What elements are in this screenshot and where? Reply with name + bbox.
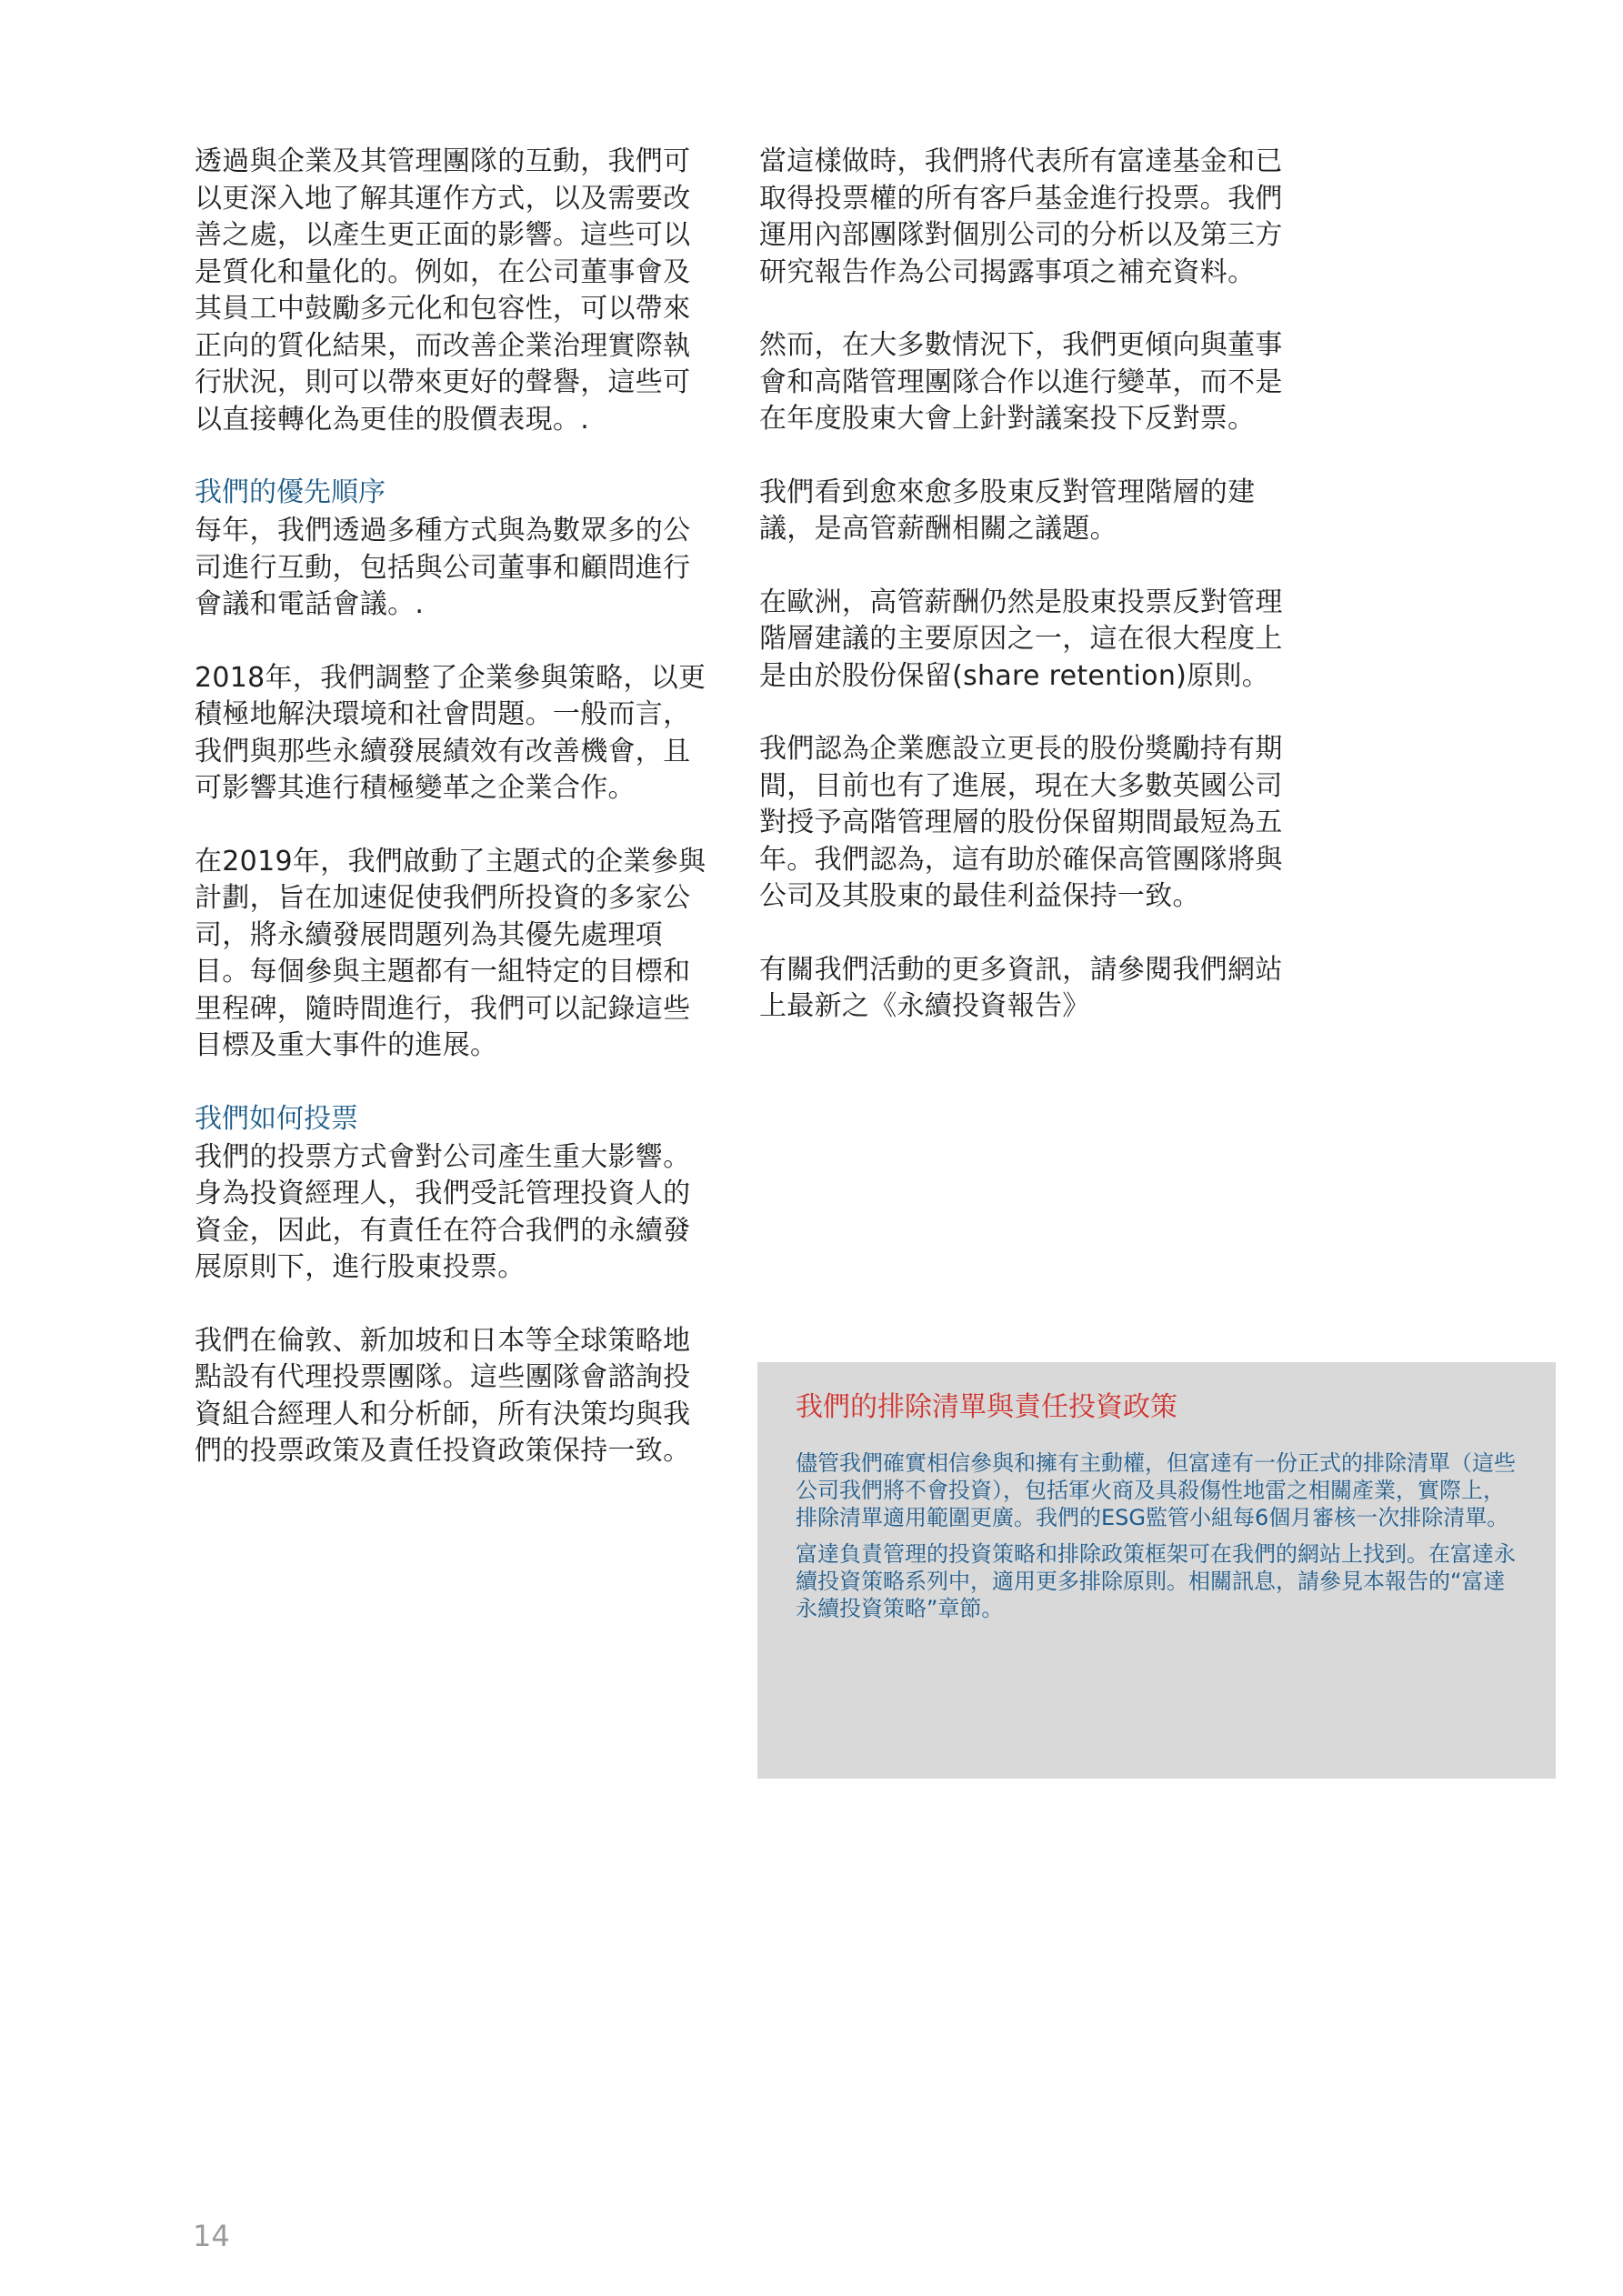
exclusion-policy-paragraph-2: 富達負責管理的投資策略和排除政策框架可在我們的網站上找到。在富達永續投資策略系列中，適用更多排除原則。相關訊息，請參見本報告的“富達永續投資策略”章節。 bbox=[796, 1541, 1516, 1621]
voting-paragraph-1: 我們的投票方式會對公司產生重大影響。身為投資經理人，我們受託管理投資人的資金，因此，有責任在符合我們的永續發展原則下，進行股東投票。 bbox=[195, 1140, 691, 1283]
priorities-paragraph-2: 2018年，我們調整了企業參與策略，以更積極地解決環境和社會問題。一般而言，我們與那些永續發展績效有改善機會，且可影響其進行積極變革之企業合作。 bbox=[195, 661, 706, 804]
voting-heading: 我們如何投票 bbox=[195, 1102, 358, 1135]
right-paragraph-5: 我們認為企業應設立更長的股份獎勵持有期間，目前也有了進展，現在大多數英國公司對授予高階管理層的股份保留期間最短為五年。我們認為，這有助於確保高管團隊將與公司及其股東的最佳利益保持一致。 bbox=[759, 733, 1283, 912]
page-number: 14 bbox=[193, 2219, 230, 2253]
priorities-paragraph-3: 在2019年，我們啟動了主題式的企業參與計劃，旨在加速促使我們所投資的多家公司，將永續發展問題列為其優先處理項目。每個參與主題都有一組特定的目標和里程碑，隨時間進行，我們可以記錄這些目標及重大事件的進展。 bbox=[195, 845, 706, 1061]
priorities-section bbox=[195, 475, 713, 1065]
priorities-heading: 我們的優先順序 bbox=[195, 476, 386, 508]
right-paragraph-1: 當這樣做時，我們將代表所有富達基金和已取得投票權的所有客戶基金進行投票。我們運用內部團隊對個別公司的分析以及第三方研究報告作為公司揭露事項之補充資料。 bbox=[759, 145, 1283, 288]
priorities-paragraph-1: 每年，我們透過多種方式與為數眾多的公司進行互動，包括與公司董事和顧問進行會議和電話會議。. bbox=[195, 515, 691, 620]
exclusion-policy-box bbox=[757, 1362, 1556, 1779]
right-paragraph-4: 在歐洲，高管薪酬仍然是股東投票反對管理階層建議的主要原因之一，這在很大程度上是由於股份保留(share retention)原則。 bbox=[759, 586, 1283, 692]
right-paragraph-6: 有關我們活動的更多資訊，請參閱我們網站上最新之《永續投資報告》 bbox=[759, 953, 1283, 1022]
right-column bbox=[759, 144, 1285, 1062]
voting-section bbox=[195, 1101, 713, 1470]
right-paragraph-2: 然而，在大多數情況下，我們更傾向與董事會和高階管理團隊合作以進行變革，而不是在年度股東大會上針對議案投下反對票。 bbox=[759, 329, 1283, 435]
right-paragraph-3: 我們看到愈來愈多股東反對管理階層的建議，是高管薪酬相關之議題。 bbox=[759, 476, 1256, 545]
exclusion-policy-paragraph-1: 儘管我們確實相信參與和擁有主動權，但富達有一份正式的排除清單（這些公司我們將不會投資），包括軍火商及具殺傷性地雷之相關產業，實際上，排除清單適用範圍更廣。我們的ESG監管小組每6個月審核一次排除清單。 bbox=[796, 1450, 1516, 1530]
voting-paragraph-2: 我們在倫敦、新加坡和日本等全球策略地點設有代理投票團隊。這些團隊會諮詢投資組合經理人和分析師，所有決策均與我們的投票政策及責任投資政策保持一致。 bbox=[195, 1324, 691, 1467]
exclusion-policy-title: 我們的排除清單與責任投資政策 bbox=[796, 1391, 1177, 1423]
intro-paragraph: 透過與企業及其管理團隊的互動，我們可以更深入地了解其運作方式，以及需要改善之處，以產生更正面的影響。這些可以是質化和量化的。例如，在公司董事會及其員工中鼓勵多元化和包容性，可以帶來正向的質化結果，而改善企業治理實際執行狀況，則可以帶來更好的聲譽，這些可以直接轉化為更佳的股價表現。. bbox=[195, 145, 691, 436]
left-column bbox=[195, 144, 713, 1507]
